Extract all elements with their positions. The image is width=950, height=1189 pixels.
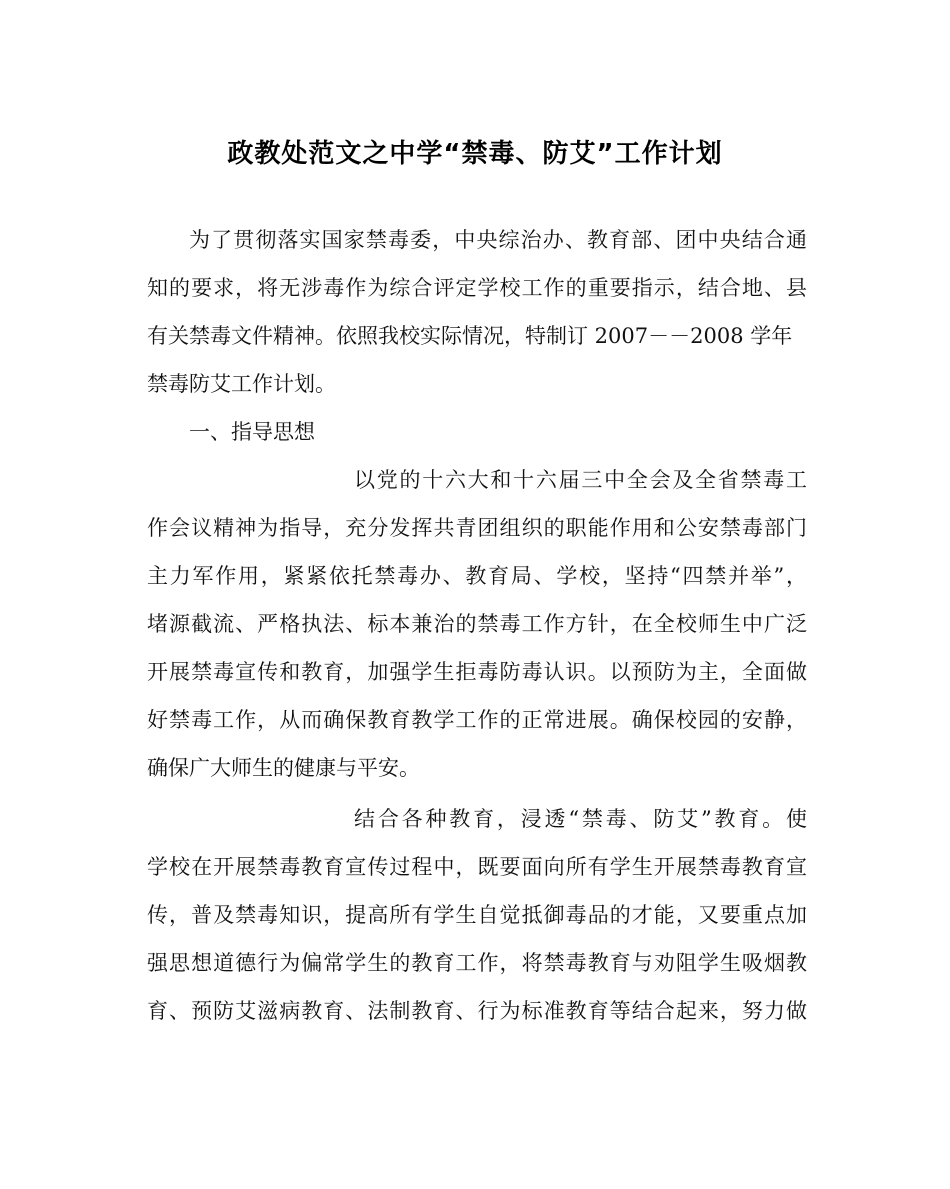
paragraph-line: 育、预防艾滋病教育、法制教育、行为标准教育等结合起来，努力做 [147,999,807,1023]
paragraph-line: 禁毒防艾工作计划。 [147,372,336,396]
paragraph-line: 传，普及禁毒知识，提高所有学生自觉抵御毒品的才能，又要重点加 [147,903,807,927]
paragraph-line: 主力军作用，紧紧依托禁毒办、教育局、学校，坚持“四禁并举”， [147,564,807,588]
paragraph-line: 堵源截流、严格执法、标本兼治的禁毒工作方针，在全校师生中广泛 [147,612,807,636]
paragraph-line: 开展禁毒宣传和教育，加强学生拒毒防毒认识。以预防为主，全面做 [147,660,807,684]
paragraph-line: 强思想道德行为偏常学生的教育工作，将禁毒教育与劝阻学生吸烟教 [147,951,807,975]
paragraph-line: 知的要求，将无涉毒作为综合评定学校工作的重要指示，结合地、县 [147,276,807,300]
paragraph-line: 好禁毒工作，从而确保教育教学工作的正常进展。确保校园的安静， [147,708,807,732]
paragraph-line: 为了贯彻落实国家禁毒委，中央综治办、教育部、团中央结合通 [189,228,807,252]
paragraph-line: 确保广大师生的健康与平安。 [147,756,420,780]
paragraph-line: 有关禁毒文件精神。依照我校实际情况，特制订 2007－－2008 学年 [147,324,793,348]
paragraph-line: 以党的十六大和十六届三中全会及全省禁毒工 [354,468,807,492]
paragraph-line: 学校在开展禁毒教育宣传过程中，既要面向所有学生开展禁毒教育宣 [147,855,807,879]
paragraph-line: 结合各种教育，浸透“禁毒、防艾”教育。使 [354,807,807,831]
document-title: 政教处范文之中学“禁毒、防艾”工作计划 [227,139,723,169]
section-heading: 一、指导思想 [189,420,315,444]
paragraph-line: 作会议精神为指导，充分发挥共青团组织的职能作用和公安禁毒部门 [147,516,807,540]
